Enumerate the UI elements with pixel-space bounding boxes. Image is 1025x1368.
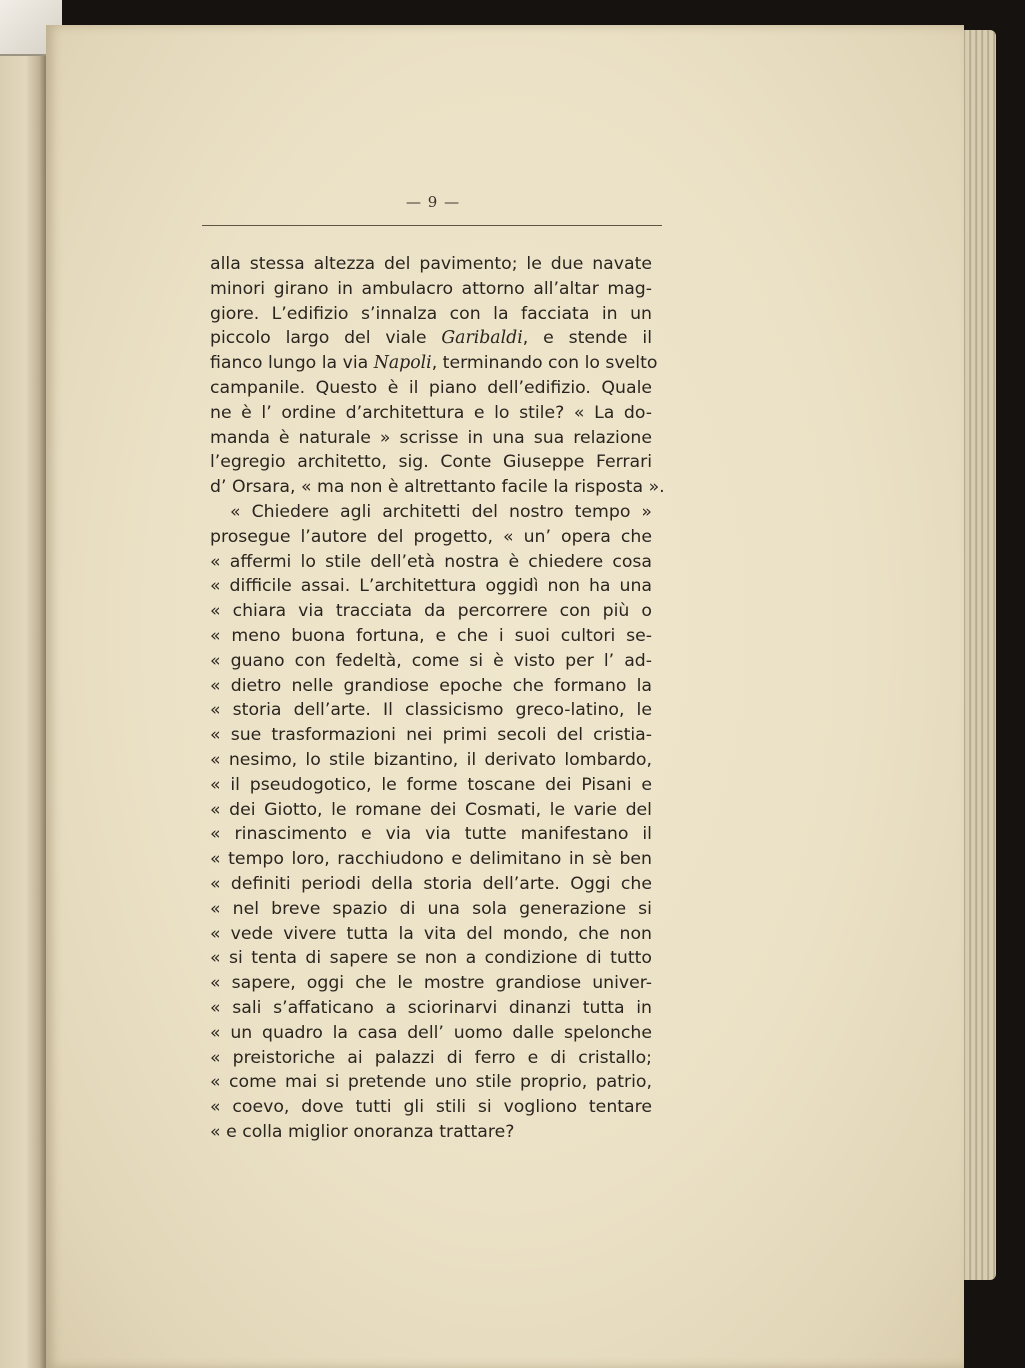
text-segment: giore. L’edifizio s’innalza con la facciata in un bbox=[210, 303, 652, 324]
text-line bbox=[210, 1021, 652, 1046]
text-line bbox=[210, 773, 652, 798]
page-number: — 9 — bbox=[406, 193, 461, 211]
text-segment: prosegue l’autore del progetto, « un’ opera che bbox=[210, 526, 652, 547]
text-segment: « nel breve spazio di una sola generazione si bbox=[210, 898, 652, 919]
text-line bbox=[210, 674, 652, 699]
text-segment: « Chiedere agli architetti del nostro tempo » bbox=[230, 501, 652, 522]
italic-text: Garibaldi bbox=[441, 328, 523, 349]
text-line bbox=[210, 748, 652, 773]
text-line bbox=[210, 1070, 652, 1095]
text-line bbox=[210, 1120, 652, 1145]
text-line bbox=[210, 426, 652, 451]
text-line bbox=[210, 996, 652, 1021]
text-segment: ne è l’ ordine d’architettura e lo stile? « La do- bbox=[210, 402, 652, 423]
text-line bbox=[210, 450, 652, 475]
text-line bbox=[210, 525, 652, 550]
text-segment: « rinascimento e via via tutte manifestano il bbox=[210, 824, 652, 845]
text-line bbox=[210, 649, 652, 674]
previous-page-edge bbox=[0, 40, 46, 1368]
text-segment: fianco lungo la via bbox=[210, 353, 374, 374]
text-segment: « dietro nelle grandiose epoche che formano la bbox=[210, 675, 652, 696]
text-line bbox=[210, 1046, 652, 1071]
text-line bbox=[210, 302, 652, 327]
text-segment: « storia dell’arte. Il classicismo greco-latino, le bbox=[210, 700, 652, 721]
text-line bbox=[210, 723, 652, 748]
text-segment: l’egregio architetto, sig. Conte Giuseppe Ferrari bbox=[210, 452, 652, 473]
text-segment: « vede vivere tutta la vita del mondo, che non bbox=[210, 923, 652, 944]
text-line bbox=[210, 897, 652, 922]
text-line bbox=[210, 252, 652, 277]
text-segment: campanile. Questo è il piano dell’edifizio. Quale bbox=[210, 377, 652, 398]
body-text bbox=[210, 252, 665, 1145]
text-segment: « tempo loro, racchiudono e delimitano in sè ben bbox=[210, 849, 652, 870]
text-line bbox=[210, 500, 652, 525]
text-line bbox=[210, 550, 652, 575]
text-segment: « coevo, dove tutti gli stili si vogliono tentare bbox=[210, 1097, 652, 1118]
text-segment: piccolo largo del viale bbox=[210, 328, 442, 349]
text-segment: « dei Giotto, le romane dei Cosmati, le varie del bbox=[210, 799, 652, 820]
text-line bbox=[210, 624, 652, 649]
text-segment: « come mai si pretende uno stile proprio, patrio, bbox=[210, 1072, 652, 1093]
text-line bbox=[210, 822, 652, 847]
text-segment: manda è naturale » scrisse in una sua relazione bbox=[210, 427, 652, 448]
text-segment: « chiara via tracciata da percorrere con più o bbox=[210, 601, 652, 622]
header-rule bbox=[202, 225, 662, 226]
text-line bbox=[210, 872, 652, 897]
text-segment: « sapere, oggi che le mostre grandiose univer- bbox=[210, 973, 652, 994]
text-segment: d’ Orsara, « ma non è altrettanto facile la risposta ». bbox=[210, 477, 665, 498]
text-segment: « sue trasformazioni nei primi secoli del cristia- bbox=[210, 725, 652, 746]
text-segment: « un quadro la casa dell’ uomo dalle spelonche bbox=[210, 1022, 652, 1043]
text-segment: « nesimo, lo stile bizantino, il derivato lombardo, bbox=[210, 749, 652, 770]
text-line bbox=[210, 351, 658, 376]
text-segment: « e colla miglior onoranza trattare? bbox=[210, 1121, 515, 1142]
text-line bbox=[210, 971, 652, 996]
text-line bbox=[210, 376, 652, 401]
text-line bbox=[210, 574, 652, 599]
text-segment: , e stende il bbox=[522, 328, 652, 349]
text-segment: alla stessa altezza del pavimento; le due navate bbox=[210, 254, 652, 274]
text-line bbox=[210, 946, 652, 971]
text-line bbox=[210, 599, 652, 624]
text-segment: « affermi lo stile dell’età nostra è chiedere cosa bbox=[210, 551, 652, 572]
text-segment: « preistoriche ai palazzi di ferro e di cristallo; bbox=[210, 1047, 652, 1068]
text-line bbox=[210, 847, 652, 872]
text-line bbox=[210, 326, 652, 351]
text-segment: minori girano in ambulacro attorno all’altar mag- bbox=[210, 278, 652, 299]
text-line bbox=[210, 277, 652, 302]
text-line bbox=[210, 798, 652, 823]
text-segment: « si tenta di sapere se non a condizione di tutto bbox=[210, 948, 652, 969]
text-segment: , terminando con lo svelto bbox=[431, 353, 658, 374]
text-segment: « difficile assai. L’architettura oggidì non ha una bbox=[210, 576, 652, 597]
text-segment: « guano con fedeltà, come si è visto per l’ ad- bbox=[210, 650, 652, 671]
text-segment: « meno buona fortuna, e che i suoi cultori se- bbox=[210, 625, 652, 646]
text-line bbox=[210, 475, 665, 500]
text-line bbox=[210, 401, 652, 426]
text-line bbox=[210, 922, 652, 947]
text-segment: « sali s’affaticano a sciorinarvi dinanzi tutta in bbox=[210, 997, 652, 1018]
italic-text: Napoli bbox=[373, 353, 432, 374]
text-line bbox=[210, 698, 652, 723]
text-segment: « il pseudogotico, le forme toscane dei Pisani e bbox=[210, 774, 652, 795]
text-line bbox=[210, 1095, 652, 1120]
text-segment: « definiti periodi della storia dell’arte. Oggi che bbox=[210, 873, 652, 894]
